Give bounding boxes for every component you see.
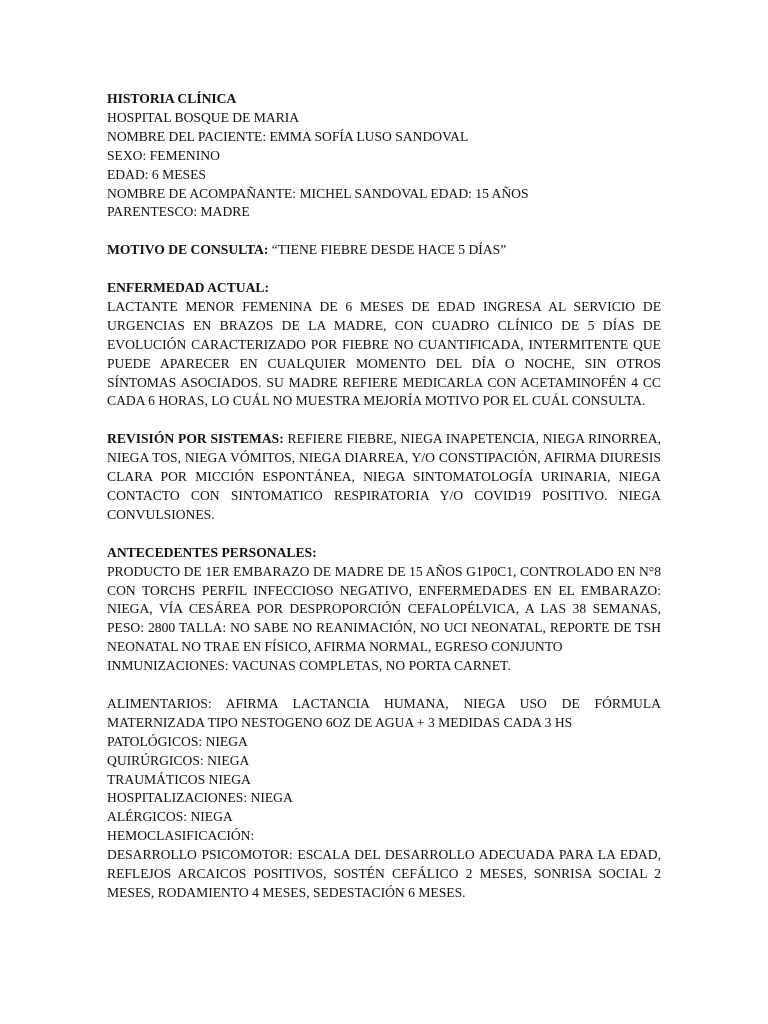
patient-sex: SEXO: FEMENINO bbox=[107, 147, 220, 163]
spacer bbox=[107, 676, 661, 695]
motivo-text: “TIENE FIEBRE DESDE HACE 5 DÍAS” bbox=[268, 242, 507, 258]
revision-sistemas bbox=[107, 430, 661, 525]
revision-text: REFIERE FIEBRE, NIEGA INAPETENCIA, NIEGA RINORREA, NIEGA TOS, NIEGA VÓMITOS, NIEGA DIARREA, Y/O CONSTIPACIÓN, AFIRMA DIURESIS CLARA POR MICCIÓN ESPONTÁNEA, NIEGA SINTOMATOLOGÍA URINARIA, NIEGA CONTACTO CON SINTOMATICO RESPIRATORIA Y/O COVID19 POSITIVO. NIEGA CONVULSIONES. bbox=[107, 431, 661, 522]
spacer bbox=[107, 525, 661, 544]
alimentarios: ALIMENTARIOS: AFIRMA LACTANCIA HUMANA, NIEGA USO DE FÓRMULA MATERNIZADA TIPO NESTOGENO 6OZ DE AGUA + 3 MEDIDAS CADA 3 HS bbox=[107, 695, 661, 730]
patient-age: EDAD: 6 MESES bbox=[107, 166, 206, 182]
companion-info: NOMBRE DE ACOMPAÑANTE: MICHEL SANDOVAL EDAD: 15 AÑOS bbox=[107, 185, 529, 201]
hospitalizaciones: HOSPITALIZACIONES: NIEGA bbox=[107, 790, 293, 806]
traumaticos: TRAUMÁTICOS NIEGA bbox=[107, 771, 251, 787]
revision-label: REVISIÓN POR SISTEMAS: bbox=[107, 431, 284, 447]
document-title: HISTORIA CLÍNICA bbox=[107, 91, 237, 106]
spacer bbox=[107, 411, 661, 430]
clinical-history-document bbox=[107, 90, 661, 903]
quirurgicos: QUIRÚRGICOS: NIEGA bbox=[107, 752, 250, 768]
companion-relationship: PARENTESCO: MADRE bbox=[107, 204, 250, 220]
enfermedad-actual-heading: ENFERMEDAD ACTUAL: bbox=[107, 280, 269, 296]
enfermedad-actual-text: LACTANTE MENOR FEMENINA DE 6 MESES DE EDAD INGRESA AL SERVICIO DE URGENCIAS EN BRAZOS DE LA MADRE, CON CUADRO CLÍNICO DE 5 DÍAS DE EVOLUCIÓN CARACTERIZADO POR FIEBRE NO CUANTIFICADA, INTERMITENTE QUE PUEDE APARECER EN CUALQUIER MOMENTO DEL DÍA O NOCHE, SIN OTROS SÍNTOMAS ASOCIADOS. SU MADRE REFIERE MEDICARLA CON ACETAMINOFÉN 4 CC CADA 6 HORAS, LO CUÁL NO MUESTRA MEJORÍA MOTIVO POR EL CUÁL CONSULTA. bbox=[107, 298, 661, 409]
spacer bbox=[107, 260, 661, 279]
spacer bbox=[107, 222, 661, 241]
antecedentes-heading: ANTECEDENTES PERSONALES: bbox=[107, 544, 317, 560]
patologicos: PATOLÓGICOS: NIEGA bbox=[107, 733, 248, 749]
hospital-name: HOSPITAL BOSQUE DE MARIA bbox=[107, 109, 300, 125]
patient-name: NOMBRE DEL PACIENTE: EMMA SOFÍA LUSO SANDOVAL bbox=[107, 128, 469, 144]
inmunizaciones: INMUNIZACIONES: VACUNAS COMPLETAS, NO PORTA CARNET. bbox=[107, 658, 511, 674]
antecedentes-text: PRODUCTO DE 1ER EMBARAZO DE MADRE DE 15 AÑOS G1P0C1, CONTROLADO EN N°8 CON TORCHS PERFIL INFECCIOSO NEGATIVO, ENFERMEDADES EN EL EMBARAZO: NIEGA, VÍA CESÁREA POR DESPROPORCIÓN CEFALOPÉLVICA, A LAS 38 SEMANAS, PESO: 2800 TALLA: NO SABE NO REANIMACIÓN, NO UCI NEONATAL, REPORTE DE TSH NEONATAL NO TRAE EN FÍSICO, AFIRMA NORMAL, EGRESO CONJUNTO bbox=[107, 563, 661, 655]
desarrollo-psicomotor: DESARROLLO PSICOMOTOR: ESCALA DEL DESARROLLO ADECUADA PARA LA EDAD, REFLEJOS ARCAICOS POSITIVOS, SOSTÉN CEFÁLICO 2 MESES, SONRISA SOCIAL 2 MESES, RODAMIENTO 4 MESES, SEDESTACIÓN 6 MESES. bbox=[107, 847, 661, 900]
motivo-consulta bbox=[107, 241, 661, 260]
hemoclasificacion: HEMOCLASIFICACIÓN: bbox=[107, 828, 255, 844]
alergicos: ALÉRGICOS: NIEGA bbox=[107, 809, 233, 825]
motivo-label: MOTIVO DE CONSULTA: bbox=[107, 242, 269, 258]
